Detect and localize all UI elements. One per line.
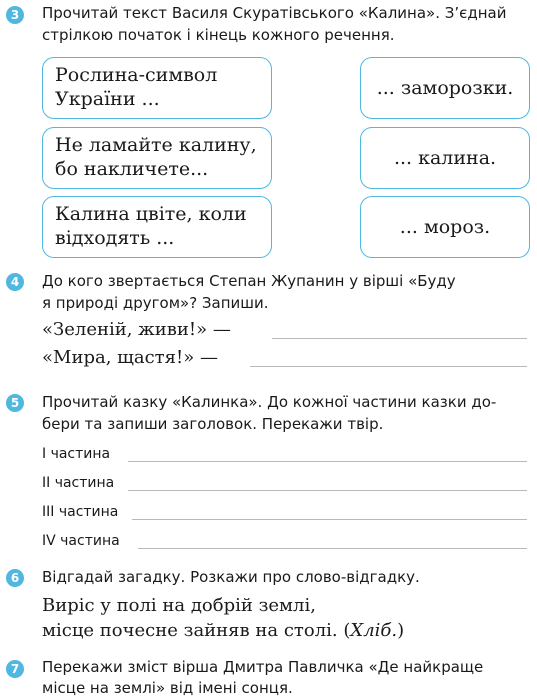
task-number-badge: 7: [6, 660, 24, 678]
sentence-end-text: ... заморозки.: [376, 77, 514, 99]
sentence-start-line: України ...: [55, 88, 160, 110]
sentence-end-text: ... калина.: [393, 147, 497, 169]
part-label: ІV частина: [42, 533, 120, 549]
sentence-start-line: Калина цвіте, коли: [55, 203, 247, 225]
quote-line: «Зеленій, живи!» —: [42, 319, 231, 340]
answer-line[interactable]: [128, 461, 527, 462]
sentence-end-box[interactable]: [360, 196, 530, 258]
task5-instruction-line2: бери та запиши заголовок. Перекажи твір.: [42, 415, 384, 433]
task7-instruction-line2: місце на землі» від імені сонця.: [42, 679, 293, 697]
task-number-badge: 5: [6, 394, 24, 412]
sentence-start-line: Не ламайте калину,: [55, 134, 257, 156]
task3-instruction-line1: Прочитай текст Василя Скуратівського «Калина». З’єднай: [42, 4, 507, 22]
answer-line[interactable]: [128, 490, 527, 491]
part-label: ІІІ частина: [42, 504, 119, 520]
answer-line[interactable]: [138, 548, 527, 549]
task-number-badge: 4: [6, 273, 24, 291]
sentence-end-box[interactable]: [360, 57, 530, 119]
riddle-answer: Хліб.: [350, 620, 398, 641]
answer-line[interactable]: [272, 338, 527, 339]
task3-instruction-line2: стрілкою початок і кінець кожного речення.: [42, 26, 395, 44]
sentence-start-box[interactable]: [42, 57, 272, 119]
task4-instruction-line1: До кого звертається Степан Жупанин у вірші «Буду: [42, 272, 456, 290]
task4-instruction-line2: я природі другом»? Запиши.: [42, 294, 269, 312]
task-number-badge: 6: [6, 569, 24, 587]
task7-instruction-line1: Перекажи зміст вірша Дмитра Павличка «Де найкраще: [42, 658, 484, 676]
part-label: ІІ частина: [42, 475, 115, 491]
riddle-line: Виріс у полі на добрій землі,: [42, 595, 316, 616]
answer-line[interactable]: [132, 519, 527, 520]
quote-line: «Мира, щастя!» —: [42, 347, 218, 368]
riddle-line: місце почесне зайняв на столі. (Хліб.): [42, 620, 405, 641]
sentence-end-box[interactable]: [360, 127, 530, 189]
sentence-start-line: бо накличете...: [55, 158, 209, 180]
sentence-start-box[interactable]: [42, 196, 272, 258]
sentence-start-line: Рослина-символ: [55, 64, 218, 86]
task6-instruction: Відгадай загадку. Розкажи про слово-відгадку.: [42, 568, 420, 586]
sentence-end-text: ... мороз.: [399, 216, 491, 238]
answer-line[interactable]: [250, 366, 527, 367]
sentence-start-line: відходять ...: [55, 227, 175, 249]
task5-instruction-line1: Прочитай казку «Калинка». До кожної частини казки до-: [42, 393, 497, 411]
sentence-start-box[interactable]: [42, 127, 272, 189]
part-label: І частина: [42, 446, 111, 462]
task-number-badge: 3: [6, 6, 24, 24]
